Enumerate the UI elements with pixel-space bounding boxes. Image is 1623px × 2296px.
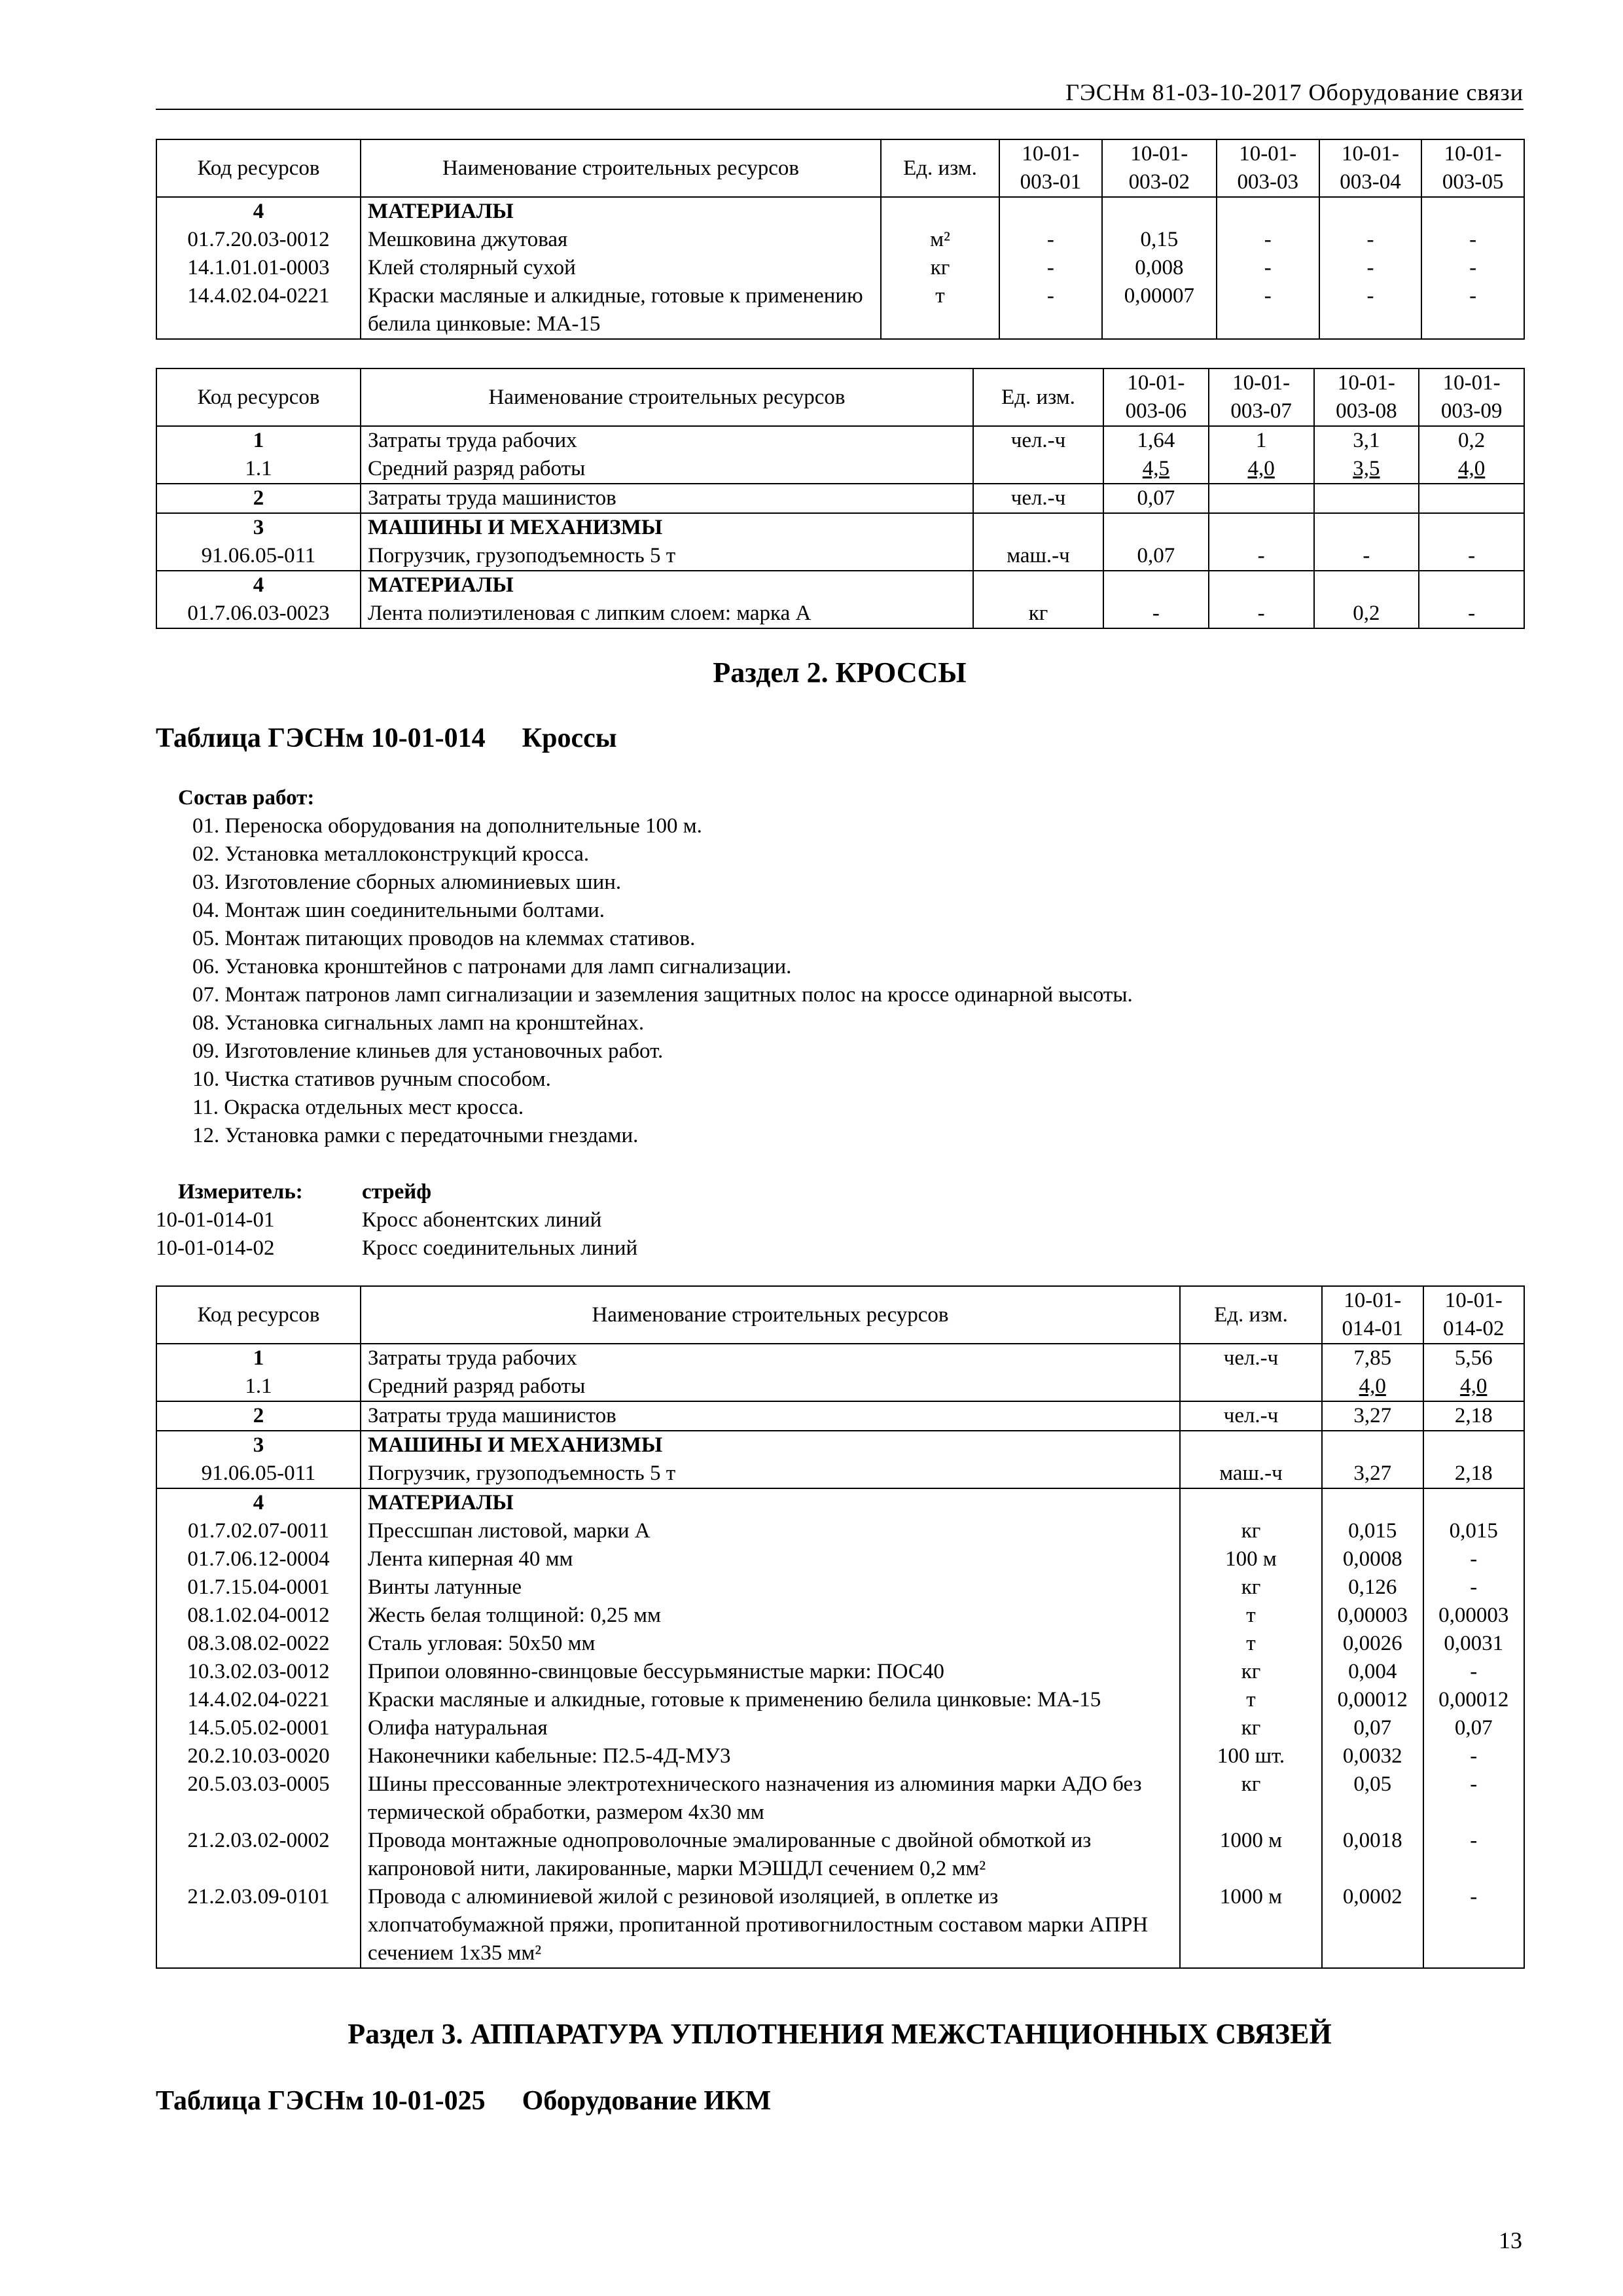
norm-value: - [1209,542,1314,571]
norm-value: 0,0002 [1322,1883,1423,1968]
resource-code: 01.7.15.04-0001 [156,1573,361,1602]
norm-value: 3,27 [1322,1460,1423,1488]
section-2-title: Раздел 2. КРОССЫ [713,656,967,689]
norm-value: 0,0031 [1423,1630,1525,1658]
col-header-norm: 10-01- 003-03 [1217,139,1319,197]
norm-value [1209,571,1314,600]
table-title-10-01-025 [156,2085,771,2117]
norm-value: 1 [1209,426,1314,455]
resources-table-10-01-003-a [156,139,1525,340]
resource-name: Средний разряд работы [361,455,973,484]
resource-unit: кг [1180,1517,1322,1545]
col-header-norm: 10-01- 003-04 [1319,139,1422,197]
table-row [156,1770,1524,1827]
norm-value: - [1423,1573,1525,1602]
resource-name: Жесть белая толщиной: 0,25 мм [361,1602,1180,1630]
resource-code: 3 [156,513,361,542]
col-header-unit: Ед. изм. [881,139,999,197]
work-item: 05. Монтаж питающих проводов на клеммах стативов. [192,927,696,950]
norm-value: 0,2 [1314,600,1419,628]
resource-name: Краски масляные и алкидные, готовые к применению белила цинковые: МА-15 [361,1686,1180,1714]
table-row [156,1401,1524,1431]
col-header-name: Наименование строительных ресурсов [361,1286,1180,1344]
table-row [156,1714,1524,1742]
resource-code: 01.7.20.03-0012 [156,226,361,254]
norm-value [1423,1488,1525,1517]
norm-value: - [1319,226,1422,254]
table-row [156,1602,1524,1630]
table-row [156,1742,1524,1770]
norm-value: 0,015 [1423,1517,1525,1545]
resource-unit: т [881,282,999,339]
work-item: 09. Изготовление клиньев для установочных работ. [192,1039,664,1063]
resource-name: Наконечники кабельные: П2.5-4Д-МУ3 [361,1742,1180,1770]
table-title-name: Оборудование ИКМ [522,2086,772,2116]
resource-code: 91.06.05-011 [156,542,361,571]
meter-label: Измеритель: [178,1180,303,1204]
resource-code: 01.7.06.03-0023 [156,600,361,628]
resource-unit [973,571,1103,600]
norm-value: 0,0008 [1322,1545,1423,1573]
norm-value: - [1319,282,1422,339]
table-row [156,1573,1524,1602]
table-row [156,197,1524,226]
table-row [156,1372,1524,1401]
col-header-norm: 10-01- 003-09 [1419,368,1524,426]
table-title-name: Кроссы [522,723,617,753]
table-header-row [156,1286,1524,1344]
norm-value: - [1423,1658,1525,1686]
norm-value [1103,571,1209,600]
resource-code: 4 [156,197,361,226]
resource-name: МАШИНЫ И МЕХАНИЗМЫ [361,1431,1180,1460]
table-row [156,455,1524,484]
meter-text: Кросс абонентских линий [362,1208,602,1232]
table-header-row [156,139,1524,197]
resource-unit: кг [1180,1714,1322,1742]
col-header-norm: 10-01- 014-01 [1322,1286,1423,1344]
table-row [156,254,1524,282]
norm-value: - [1421,226,1524,254]
resource-unit: 100 шт. [1180,1742,1322,1770]
col-header-code: Код ресурсов [156,1286,361,1344]
resource-code: 14.4.02.04-0221 [156,282,361,339]
col-header-norm: 10-01- 003-08 [1314,368,1419,426]
norm-value: 3,5 [1314,455,1419,484]
norm-value: - [1314,542,1419,571]
resource-unit: чел.-ч [973,484,1103,513]
norm-value: - [999,254,1102,282]
col-header-unit: Ед. изм. [1180,1286,1322,1344]
norm-value: 3,1 [1314,426,1419,455]
norm-value: 0,0018 [1322,1827,1423,1883]
resource-unit: чел.-ч [1180,1401,1322,1431]
norm-value: 0,0026 [1322,1630,1423,1658]
resource-unit: кг [881,254,999,282]
work-item: 04. Монтаж шин соединительными болтами. [192,899,605,922]
resource-name: Провода с алюминиевой жилой с резиновой изоляцией, в оплетке из хлопчатобумажной пряжи, пропитанной противогнилостным составом марки АПРН сечением 1х35 мм² [361,1883,1180,1968]
resource-name: МАТЕРИАЛЫ [361,571,973,600]
resource-name: Краски масляные и алкидные, готовые к применению белила цинковые: МА-15 [361,282,881,339]
norm-value: 0,00012 [1322,1686,1423,1714]
norm-value: - [1423,1827,1525,1883]
resource-code: 1 [156,1344,361,1372]
col-header-norm: 10-01- 003-01 [999,139,1102,197]
resource-name: Погрузчик, грузоподъемность 5 т [361,542,973,571]
resource-name: Затраты труда рабочих [361,1344,1180,1372]
norm-value: 0,015 [1322,1517,1423,1545]
table-row [156,1686,1524,1714]
resource-name: МАТЕРИАЛЫ [361,1488,1180,1517]
norm-value: 0,00007 [1102,282,1217,339]
table-row [156,1344,1524,1372]
resource-unit [1180,1488,1322,1517]
resource-name: Затраты труда машинистов [361,484,973,513]
resource-unit [973,513,1103,542]
resource-name: Прессшпан листовой, марки А [361,1517,1180,1545]
table-row [156,1460,1524,1488]
resource-unit: т [1180,1686,1322,1714]
resource-code: 21.2.03.02-0002 [156,1827,361,1883]
norm-value [1314,571,1419,600]
norm-value: 4,5 [1103,455,1209,484]
resource-unit: м² [881,226,999,254]
norm-value [1314,484,1419,513]
resource-unit: т [1180,1602,1322,1630]
resource-unit: маш.-ч [1180,1460,1322,1488]
resource-code: 20.5.03.03-0005 [156,1770,361,1827]
resource-code: 3 [156,1431,361,1460]
table-row [156,600,1524,628]
norm-value: 4,0 [1209,455,1314,484]
resource-name: Винты латунные [361,1573,1180,1602]
section-3-title: Раздел 3. АППАРАТУРА УПЛОТНЕНИЯ МЕЖСТАНЦИОННЫХ СВЯЗЕЙ [348,2018,1332,2050]
resource-code: 08.3.08.02-0022 [156,1630,361,1658]
norm-value: - [1421,254,1524,282]
work-item: 06. Установка кронштейнов с патронами для ламп сигнализации. [192,955,792,978]
resource-name: Мешковина джутовая [361,226,881,254]
resources-table-10-01-014 [156,1285,1525,1969]
norm-value: - [1217,282,1319,339]
norm-value: 4,0 [1423,1372,1525,1401]
norm-value [1314,513,1419,542]
norm-value [1322,1431,1423,1460]
resource-code: 14.1.01.01-0003 [156,254,361,282]
norm-value: - [1421,282,1524,339]
resource-code: 1.1 [156,455,361,484]
resource-name: МАШИНЫ И МЕХАНИЗМЫ [361,513,973,542]
resource-code: 2 [156,1401,361,1431]
norm-value: - [1419,600,1524,628]
table-row [156,226,1524,254]
table-title-label: Таблица ГЭСНм 10-01-025 [156,2086,486,2116]
col-header-norm: 10-01- 003-06 [1103,368,1209,426]
table-header-row [156,368,1524,426]
col-header-name: Наименование строительных ресурсов [361,368,973,426]
resource-code: 14.5.05.02-0001 [156,1714,361,1742]
norm-value: 0,0032 [1322,1742,1423,1770]
norm-value: - [1423,1883,1525,1968]
table-row [156,282,1524,339]
table-row [156,1545,1524,1573]
norm-value: 0,004 [1322,1658,1423,1686]
table-row [156,571,1524,600]
resource-unit: чел.-ч [1180,1344,1322,1372]
norm-value: 0,00003 [1423,1602,1525,1630]
norm-value [1102,197,1217,226]
resource-code: 91.06.05-011 [156,1460,361,1488]
meter-text: Кросс соединительных линий [362,1236,638,1260]
table-row [156,1883,1524,1968]
norm-value [1217,197,1319,226]
resource-name: Затраты труда машинистов [361,1401,1180,1431]
resource-name: МАТЕРИАЛЫ [361,197,881,226]
resource-unit [881,197,999,226]
norm-value: 0,00003 [1322,1602,1423,1630]
resource-name: Сталь угловая: 50х50 мм [361,1630,1180,1658]
norm-value [1209,484,1314,513]
norm-value: 0,07 [1103,542,1209,571]
norm-value: - [1217,226,1319,254]
norm-value: 2,18 [1423,1460,1525,1488]
works-heading: Состав работ: [178,786,315,810]
work-item: 12. Установка рамки с передаточными гнездами. [192,1124,639,1147]
norm-value: 0,07 [1423,1714,1525,1742]
norm-value: - [1209,600,1314,628]
resource-code: 1.1 [156,1372,361,1401]
table-title-label: Таблица ГЭСНм 10-01-014 [156,723,486,753]
resource-code: 4 [156,571,361,600]
norm-value: 3,27 [1322,1401,1423,1431]
norm-value: 0,00012 [1423,1686,1525,1714]
norm-value [1419,484,1524,513]
col-header-norm: 10-01- 014-02 [1423,1286,1525,1344]
resource-name: Погрузчик, грузоподъемность 5 т [361,1460,1180,1488]
table-row [156,513,1524,542]
table-row [156,1630,1524,1658]
norm-value [1423,1431,1525,1460]
meter-code: 10-01-014-01 [156,1208,275,1232]
norm-value [1322,1488,1423,1517]
table-row [156,1431,1524,1460]
norm-value: - [1423,1545,1525,1573]
norm-value [1103,513,1209,542]
work-item: 03. Изготовление сборных алюминиевых шин. [192,870,622,894]
col-header-unit: Ед. изм. [973,368,1103,426]
norm-value: 5,56 [1423,1344,1525,1372]
norm-value: - [999,226,1102,254]
resource-unit: 100 м [1180,1545,1322,1573]
norm-value: 4,0 [1322,1372,1423,1401]
table-row [156,1658,1524,1686]
meter-block [156,1178,637,1263]
resource-code: 20.2.10.03-0020 [156,1742,361,1770]
norm-value: 4,0 [1419,455,1524,484]
norm-value: 0,05 [1322,1770,1423,1827]
resource-unit: кг [1180,1573,1322,1602]
resource-unit: кг [973,600,1103,628]
col-header-norm: 10-01- 003-05 [1421,139,1524,197]
resource-code: 01.7.06.12-0004 [156,1545,361,1573]
table-row [156,484,1524,513]
norm-value [1209,513,1314,542]
norm-value: - [1419,542,1524,571]
work-item: 02. Установка металлоконструкций кросса. [192,842,590,866]
table-row [156,426,1524,455]
page-number: 13 [1499,2227,1522,2253]
norm-value [1419,571,1524,600]
norm-value: 0,15 [1102,226,1217,254]
work-item: 08. Установка сигнальных ламп на кронштейнах. [192,1011,645,1035]
table-row [156,1517,1524,1545]
norm-value: - [1423,1770,1525,1827]
table-row [156,1488,1524,1517]
norm-value: 0,07 [1103,484,1209,513]
resources-table-10-01-003-b [156,368,1525,629]
norm-value: 0,2 [1419,426,1524,455]
resource-unit: маш.-ч [973,542,1103,571]
resource-code: 4 [156,1488,361,1517]
resource-name: Лента полиэтиленовая с липким слоем: марка А [361,600,973,628]
work-item: 01. Переноска оборудования на дополнительные 100 м. [192,814,702,838]
norm-value: - [1103,600,1209,628]
resource-unit: чел.-ч [973,426,1103,455]
resource-unit: кг [1180,1658,1322,1686]
norm-value: 0,126 [1322,1573,1423,1602]
resource-code: 10.3.02.03-0012 [156,1658,361,1686]
running-header: ГЭСНм 81-03-10-2017 Оборудование связи [156,79,1524,110]
resource-name: Шины прессованные электротехнического назначения из алюминия марки АДО без термической обработки, размером 4х30 мм [361,1770,1180,1827]
col-header-name: Наименование строительных ресурсов [361,139,881,197]
norm-value [1419,513,1524,542]
table-row [156,1827,1524,1883]
resource-unit: кг [1180,1770,1322,1827]
resource-code: 08.1.02.04-0012 [156,1602,361,1630]
col-header-code: Код ресурсов [156,139,361,197]
norm-value: 1,64 [1103,426,1209,455]
norm-value: 0,008 [1102,254,1217,282]
work-item: 07. Монтаж патронов ламп сигнализации и заземления защитных полос на кроссе одинарной высоты. [192,983,1133,1007]
resource-code: 21.2.03.09-0101 [156,1883,361,1968]
norm-value [999,197,1102,226]
resource-code: 1 [156,426,361,455]
norm-value: - [1319,254,1422,282]
resource-name: Лента киперная 40 мм [361,1545,1180,1573]
work-item: 10. Чистка стативов ручным способом. [192,1067,551,1091]
works-list [178,784,1133,1150]
resource-code: 2 [156,484,361,513]
meter-unit: стрейф [362,1180,432,1204]
resource-unit: 1000 м [1180,1883,1322,1968]
norm-value: - [999,282,1102,339]
resource-unit [1180,1372,1322,1401]
resource-unit: т [1180,1630,1322,1658]
norm-value [1421,197,1524,226]
resource-name: Олифа натуральная [361,1714,1180,1742]
norm-value: - [1423,1742,1525,1770]
norm-value [1319,197,1422,226]
norm-value: 0,07 [1322,1714,1423,1742]
resource-name: Провода монтажные однопроволочные эмалированные с двойной обмоткой из капроновой нити, лакированные, марки МЭШДЛ сечением 0,2 мм² [361,1827,1180,1883]
resource-name: Средний разряд работы [361,1372,1180,1401]
resource-name: Припои оловянно-свинцовые бессурьмянистые марки: ПОС40 [361,1658,1180,1686]
resource-unit [1180,1431,1322,1460]
resource-unit: 1000 м [1180,1827,1322,1883]
norm-value: 2,18 [1423,1401,1525,1431]
resource-code: 14.4.02.04-0221 [156,1686,361,1714]
col-header-norm: 10-01- 003-02 [1102,139,1217,197]
work-item: 11. Окраска отдельных мест кросса. [192,1096,524,1119]
resource-code: 01.7.02.07-0011 [156,1517,361,1545]
norm-value: 7,85 [1322,1344,1423,1372]
col-header-norm: 10-01- 003-07 [1209,368,1314,426]
norm-value: - [1217,254,1319,282]
resource-name: Клей столярный сухой [361,254,881,282]
resource-unit [973,455,1103,484]
resource-name: Затраты труда рабочих [361,426,973,455]
meter-code: 10-01-014-02 [156,1236,275,1260]
table-row [156,542,1524,571]
table-title-10-01-014 [156,723,617,754]
col-header-code: Код ресурсов [156,368,361,426]
